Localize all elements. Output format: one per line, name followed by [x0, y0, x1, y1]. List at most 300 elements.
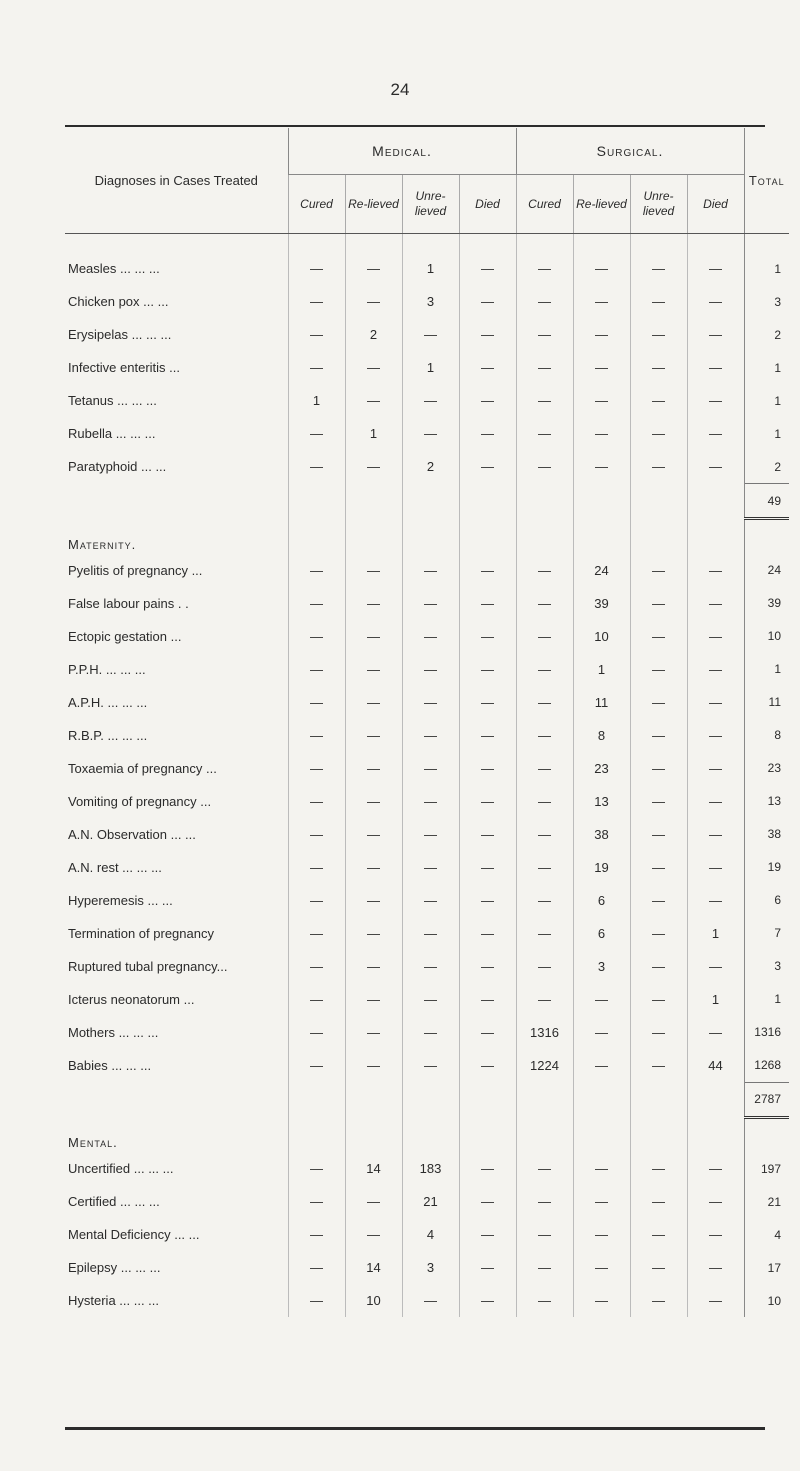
value-cell: — [288, 818, 345, 851]
total-cell: 1 [744, 252, 789, 285]
sub-header: Cured [288, 175, 345, 234]
empty-cell [288, 484, 345, 519]
value-cell: — [288, 1218, 345, 1251]
value-cell: 4 [402, 1218, 459, 1251]
spacer-cell [65, 234, 288, 253]
table-row [65, 1049, 789, 1083]
diagnosis-label: A.N. Observation ... ... [68, 826, 196, 842]
empty-cell [516, 484, 573, 519]
total-cell: 10 [744, 620, 789, 653]
value-cell: — [402, 884, 459, 917]
empty-cell [573, 1082, 630, 1117]
value-cell: — [345, 554, 402, 587]
total-cell: 6 [744, 884, 789, 917]
table-row [65, 1218, 789, 1251]
value-cell: — [687, 785, 744, 818]
value-cell: — [516, 620, 573, 653]
table-row [65, 417, 789, 450]
value-cell: — [687, 587, 744, 620]
value-cell: — [345, 384, 402, 417]
table-row [65, 1251, 789, 1284]
total-cell: 3 [744, 285, 789, 318]
value-cell: — [687, 884, 744, 917]
diagnosis-label: Vomiting of pregnancy ... [68, 793, 212, 809]
section-title-row [65, 519, 789, 554]
value-cell: 3 [402, 1251, 459, 1284]
section-title: Mental. [68, 1135, 118, 1150]
empty-cell [459, 1117, 516, 1152]
value-cell: — [402, 752, 459, 785]
table-row [65, 719, 789, 752]
total-cell: 19 [744, 851, 789, 884]
value-cell: — [687, 1185, 744, 1218]
value-cell: — [345, 719, 402, 752]
value-cell: — [459, 686, 516, 719]
empty-cell [288, 519, 345, 554]
top-rule [65, 125, 765, 127]
total-header: Total [744, 128, 789, 234]
table-row [65, 950, 789, 983]
spacer-cell [516, 234, 573, 253]
diagnosis-label: Toxaemia of pregnancy ... [68, 760, 217, 776]
value-cell: — [345, 917, 402, 950]
value-cell: — [288, 252, 345, 285]
diagnosis-label: Paratyphoid ... ... [68, 459, 167, 475]
value-cell: — [516, 1251, 573, 1284]
value-cell: — [345, 851, 402, 884]
total-cell: 197 [744, 1152, 789, 1185]
value-cell: — [402, 587, 459, 620]
value-cell: — [459, 950, 516, 983]
table-row [65, 686, 789, 719]
value-cell: 1 [345, 417, 402, 450]
value-cell: — [516, 752, 573, 785]
total-cell: 39 [744, 587, 789, 620]
value-cell: 39 [573, 587, 630, 620]
value-cell: — [630, 554, 687, 587]
value-cell: — [630, 851, 687, 884]
value-cell: — [288, 686, 345, 719]
value-cell: 183 [402, 1152, 459, 1185]
value-cell: — [402, 384, 459, 417]
diagnosis-label: Measles ... ... ... [68, 261, 160, 276]
value-cell: — [630, 587, 687, 620]
value-cell: — [402, 1016, 459, 1049]
table-row [65, 450, 789, 484]
value-cell: — [288, 752, 345, 785]
diagnosis-label: Epilepsy ... ... ... [68, 1260, 161, 1275]
sub-header: Re-lieved [573, 175, 630, 234]
value-cell: — [687, 752, 744, 785]
value-cell: — [288, 884, 345, 917]
value-cell: — [459, 884, 516, 917]
total-cell: 3 [744, 950, 789, 983]
total-cell: 1 [744, 351, 789, 384]
value-cell: — [288, 351, 345, 384]
empty-cell [459, 484, 516, 519]
value-cell: — [459, 917, 516, 950]
value-cell: — [630, 1152, 687, 1185]
value-cell: — [630, 1016, 687, 1049]
value-cell: 3 [402, 285, 459, 318]
value-cell: — [687, 351, 744, 384]
value-cell: — [345, 950, 402, 983]
diagnosis-label: Rubella ... ... ... [68, 426, 156, 441]
value-cell: — [687, 1218, 744, 1251]
empty-cell [630, 1117, 687, 1152]
total-cell: 1 [744, 653, 789, 686]
diagnosis-label: Infective enteritis ... [68, 360, 180, 375]
value-cell: — [516, 785, 573, 818]
value-cell: — [573, 983, 630, 1016]
spacer-cell [402, 234, 459, 253]
value-cell: — [402, 653, 459, 686]
table-row [65, 587, 789, 620]
diagnosis-label: Mothers ... ... ... [68, 1024, 159, 1040]
value-cell: — [345, 620, 402, 653]
table-row [65, 252, 789, 285]
value-cell: — [687, 1016, 744, 1049]
value-cell: — [345, 983, 402, 1016]
spacer-cell [459, 234, 516, 253]
value-cell: — [630, 252, 687, 285]
total-cell: 1 [744, 384, 789, 417]
value-cell: — [516, 1284, 573, 1317]
sub-header: Died [459, 175, 516, 234]
empty-cell [744, 519, 789, 554]
value-cell: — [459, 851, 516, 884]
empty-cell [402, 1082, 459, 1117]
value-cell: 2 [345, 318, 402, 351]
empty-cell [630, 484, 687, 519]
diagnoses-header: Diagnoses in Cases Treated [65, 128, 288, 234]
value-cell: — [288, 950, 345, 983]
total-cell: 2 [744, 318, 789, 351]
total-cell: 11 [744, 686, 789, 719]
value-cell: — [288, 450, 345, 484]
spacer-cell [687, 234, 744, 253]
subtotal-cell: 2787 [744, 1082, 789, 1117]
sub-header: Unre-lieved [402, 175, 459, 234]
table-row [65, 620, 789, 653]
value-cell: — [687, 950, 744, 983]
empty-cell [630, 519, 687, 554]
value-cell: — [288, 554, 345, 587]
value-cell: — [345, 1049, 402, 1083]
value-cell: — [402, 554, 459, 587]
empty-cell [345, 484, 402, 519]
value-cell: — [402, 818, 459, 851]
sub-header: Unre-lieved [630, 175, 687, 234]
value-cell: — [687, 620, 744, 653]
page-number: 24 [390, 80, 410, 99]
value-cell: 10 [345, 1284, 402, 1317]
value-cell: — [345, 818, 402, 851]
value-cell: — [459, 752, 516, 785]
value-cell: — [573, 417, 630, 450]
value-cell: — [630, 351, 687, 384]
value-cell: 2 [402, 450, 459, 484]
value-cell: — [687, 252, 744, 285]
diagnosis-label: Certified ... ... ... [68, 1194, 160, 1209]
value-cell: — [288, 1016, 345, 1049]
empty-cell [402, 1117, 459, 1152]
value-cell: — [459, 351, 516, 384]
value-cell: — [516, 719, 573, 752]
value-cell: — [573, 450, 630, 484]
value-cell: — [687, 554, 744, 587]
value-cell: — [345, 450, 402, 484]
value-cell: 13 [573, 785, 630, 818]
value-cell: — [516, 950, 573, 983]
value-cell: — [288, 1185, 345, 1218]
value-cell: — [630, 1218, 687, 1251]
total-cell: 1 [744, 983, 789, 1016]
total-cell: 1268 [744, 1049, 789, 1083]
value-cell: — [573, 1016, 630, 1049]
value-cell: — [345, 686, 402, 719]
diagnosis-label: Hyperemesis ... ... [68, 892, 173, 908]
value-cell: — [459, 417, 516, 450]
value-cell: — [459, 653, 516, 686]
spacer-row [65, 234, 789, 253]
diagnosis-label: R.B.P. ... ... ... [68, 727, 148, 743]
value-cell: 14 [345, 1152, 402, 1185]
value-cell: — [288, 719, 345, 752]
value-cell: — [687, 384, 744, 417]
value-cell: 1 [573, 653, 630, 686]
value-cell: — [630, 1185, 687, 1218]
table-row [65, 1185, 789, 1218]
diagnosis-label: Pyelitis of pregnancy ... [68, 562, 203, 578]
value-cell: — [630, 719, 687, 752]
value-cell: — [459, 285, 516, 318]
table-row [65, 351, 789, 384]
diagnosis-label: Ectopic gestation ... [68, 628, 182, 644]
value-cell: 14 [345, 1251, 402, 1284]
diagnosis-label: Tetanus ... ... ... [68, 393, 157, 408]
value-cell: — [459, 318, 516, 351]
value-cell: — [630, 450, 687, 484]
value-cell: — [516, 252, 573, 285]
total-cell: 7 [744, 917, 789, 950]
value-cell: — [630, 417, 687, 450]
empty-cell [288, 1117, 345, 1152]
value-cell: — [288, 851, 345, 884]
spacer-cell [630, 234, 687, 253]
empty-cell [516, 1082, 573, 1117]
total-cell: 1316 [744, 1016, 789, 1049]
value-cell: — [459, 252, 516, 285]
value-cell: — [516, 851, 573, 884]
value-cell: 19 [573, 851, 630, 884]
value-cell: — [573, 1284, 630, 1317]
value-cell: — [516, 1218, 573, 1251]
sub-header: Re-lieved [345, 175, 402, 234]
diagnosis-label: Termination of pregnancy [68, 925, 214, 941]
total-cell: 1 [744, 417, 789, 450]
value-cell: — [459, 785, 516, 818]
diagnosis-label: Uncertified ... ... ... [68, 1161, 174, 1176]
value-cell: 24 [573, 554, 630, 587]
value-cell: 1224 [516, 1049, 573, 1083]
empty-cell [345, 1117, 402, 1152]
total-cell: 21 [744, 1185, 789, 1218]
value-cell: — [516, 417, 573, 450]
value-cell: — [459, 1284, 516, 1317]
table-body [65, 234, 789, 1318]
value-cell: — [288, 653, 345, 686]
table-row [65, 285, 789, 318]
spacer-cell [288, 234, 345, 253]
value-cell: — [516, 318, 573, 351]
value-cell: — [516, 285, 573, 318]
table-row [65, 1152, 789, 1185]
diagnosis-label: Mental Deficiency ... ... [68, 1227, 200, 1242]
diagnosis-label: Icterus neonatorum ... [68, 991, 195, 1007]
diagnosis-label: A.P.H. ... ... ... [68, 694, 148, 710]
value-cell: — [402, 318, 459, 351]
value-cell: — [402, 851, 459, 884]
value-cell: — [630, 620, 687, 653]
value-cell: — [345, 785, 402, 818]
value-cell: — [630, 653, 687, 686]
empty-cell [288, 1082, 345, 1117]
spacer-cell [573, 234, 630, 253]
spacer-cell [345, 234, 402, 253]
value-cell: — [516, 351, 573, 384]
value-cell: 10 [573, 620, 630, 653]
value-cell: — [516, 818, 573, 851]
value-cell: — [630, 318, 687, 351]
diagnosis-label: Chicken pox ... ... [68, 294, 169, 309]
value-cell: — [345, 653, 402, 686]
value-cell: — [288, 1251, 345, 1284]
empty-cell [402, 484, 459, 519]
value-cell: — [573, 1218, 630, 1251]
diagnosis-label: P.P.H. ... ... ... [68, 661, 146, 677]
subtotal-row [65, 1082, 789, 1117]
table-row [65, 752, 789, 785]
empty-cell [630, 1082, 687, 1117]
subtotal-row [65, 484, 789, 519]
value-cell: — [402, 686, 459, 719]
value-cell: — [402, 719, 459, 752]
value-cell: — [402, 950, 459, 983]
subtotal-cell: 49 [744, 484, 789, 519]
table-row [65, 851, 789, 884]
table-row [65, 554, 789, 587]
value-cell: — [288, 587, 345, 620]
empty-cell [687, 519, 744, 554]
total-cell: 2 [744, 450, 789, 484]
value-cell: — [687, 1251, 744, 1284]
total-cell: 17 [744, 1251, 789, 1284]
value-cell: — [516, 450, 573, 484]
sub-header: Died [687, 175, 744, 234]
value-cell: — [573, 252, 630, 285]
value-cell: — [345, 1016, 402, 1049]
value-cell: — [288, 1152, 345, 1185]
value-cell: — [288, 1049, 345, 1083]
value-cell: — [687, 450, 744, 484]
value-cell: — [687, 686, 744, 719]
value-cell: 11 [573, 686, 630, 719]
surgical-header: Surgical. [516, 128, 744, 175]
value-cell: — [687, 318, 744, 351]
value-cell: — [345, 587, 402, 620]
empty-cell [65, 484, 288, 519]
table-row [65, 384, 789, 417]
value-cell: 1 [402, 252, 459, 285]
total-cell: 38 [744, 818, 789, 851]
value-cell: — [687, 851, 744, 884]
empty-cell [744, 1117, 789, 1152]
diagnosis-label: Ruptured tubal pregnancy... [68, 958, 228, 974]
value-cell: — [630, 285, 687, 318]
cases-table [65, 128, 789, 1317]
value-cell: — [459, 587, 516, 620]
total-cell: 24 [744, 554, 789, 587]
value-cell: — [687, 1284, 744, 1317]
value-cell: — [345, 1218, 402, 1251]
sub-header: Cured [516, 175, 573, 234]
value-cell: — [288, 318, 345, 351]
value-cell: 6 [573, 884, 630, 917]
value-cell: — [288, 285, 345, 318]
value-cell: — [630, 917, 687, 950]
value-cell: — [687, 818, 744, 851]
value-cell: 1 [687, 917, 744, 950]
value-cell: — [459, 1218, 516, 1251]
value-cell: — [516, 686, 573, 719]
value-cell: — [630, 384, 687, 417]
table-row [65, 318, 789, 351]
empty-cell [459, 1082, 516, 1117]
empty-cell [687, 1117, 744, 1152]
value-cell: — [402, 417, 459, 450]
value-cell: — [459, 1016, 516, 1049]
value-cell: — [345, 285, 402, 318]
value-cell: 23 [573, 752, 630, 785]
empty-cell [573, 519, 630, 554]
value-cell: 44 [687, 1049, 744, 1083]
total-cell: 4 [744, 1218, 789, 1251]
section-title-row [65, 1117, 789, 1152]
empty-cell [345, 1082, 402, 1117]
value-cell: — [288, 983, 345, 1016]
section-title: Maternity. [68, 536, 137, 552]
diagnosis-label: Hysteria ... ... ... [68, 1293, 160, 1308]
value-cell: — [402, 620, 459, 653]
table-row [65, 818, 789, 851]
value-cell: — [345, 351, 402, 384]
value-cell: — [687, 417, 744, 450]
value-cell: — [687, 653, 744, 686]
value-cell: 8 [573, 719, 630, 752]
value-cell: — [288, 785, 345, 818]
value-cell: — [573, 285, 630, 318]
value-cell: — [516, 384, 573, 417]
empty-cell [687, 484, 744, 519]
value-cell: — [402, 1284, 459, 1317]
value-cell: — [345, 884, 402, 917]
value-cell: — [459, 554, 516, 587]
value-cell: — [402, 785, 459, 818]
total-cell: 8 [744, 719, 789, 752]
value-cell: — [459, 1049, 516, 1083]
value-cell: — [573, 1049, 630, 1083]
